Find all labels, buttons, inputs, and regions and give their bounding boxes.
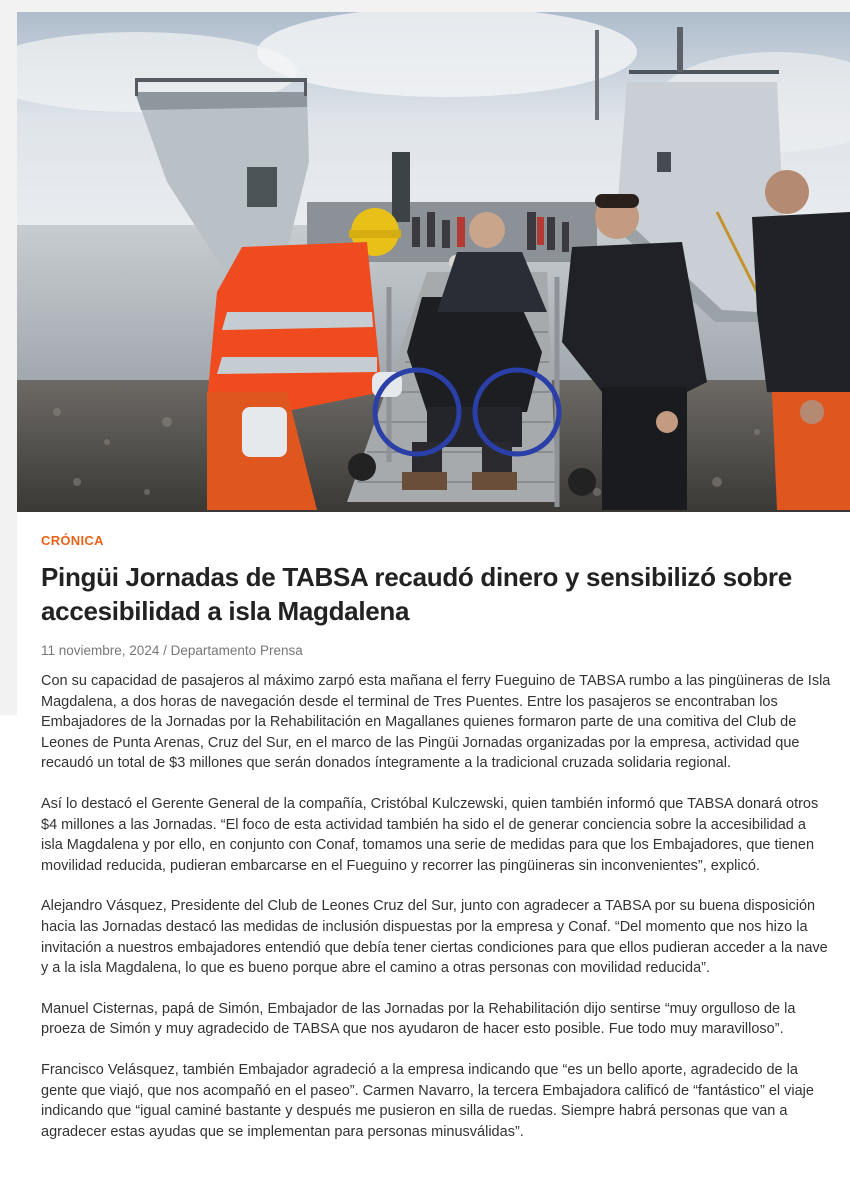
hero-photo	[17, 12, 850, 512]
article-body	[41, 671, 831, 1142]
ferry-boarding-illustration	[17, 12, 850, 512]
article-paragraph: Francisco Velásquez, también Embajador agradeció a la empresa indicando que “es un bello aporte, agradecido de la gente que viajó, que nos acompañó en el paseo”. Carmen Navarro, la tercera Embajadora calificó de “fantástico” el viaje indicando que “igual caminé bastante y después me pusieron en silla de ruedas. Siempre habrá personas que van a agradecer estas ayudas que se implementan para personas minusválidas”.	[41, 1061, 814, 1140]
article-meta	[41, 641, 831, 661]
article-paragraph: Así lo destacó el Gerente General de la compañía, Cristóbal Kulczewski, quien también informó que TABSA donará otros $4 millones a las Jornadas. “El foco de esta actividad también ha sido el de generar conciencia sobre la accesibilidad a isla Magdalena y por ello, en conjunto con Conaf, tomamos una serie de medidas para que los Embajadores, que tienen movilidad reducida, pudieran embarcarse en el Fueguino y recorrer las pingüineras sin inconvenientes”, explicó.	[41, 795, 819, 874]
article-paragraph: Manuel Cisternas, papá de Simón, Embajador de las Jornadas por la Rehabilitación dijo sentirse “muy orgulloso de la proeza de Simón y muy agradecido de TABSA que nos ayudaron de hacer esto posible. Fue todo muy maravilloso”.	[41, 1000, 796, 1038]
article-paragraph: Con su capacidad de pasajeros al máximo zarpó esta mañana el ferry Fueguino de TABSA rumbo a las pingüineras de Isla Magdalena, a dos horas de navegación desde el terminal de Tres Puentes. Entre los pasajeros se encontraban los Embajadores de la Jornadas por la Rehabilitación en Magallanes quienes formaron parte de una comitiva del Club de Leones de Punta Arenas, Cruz del Sur, en el marco de las Pingüi Jornadas organizadas por la empresa, actividad que recaudó un total de $3 millones que serán donados íntegramente a la tradicional cruzada solidaria regional.	[41, 673, 831, 772]
article	[41, 530, 831, 1162]
meta-separator: /	[163, 643, 167, 658]
author-link[interactable]: Departamento Prensa	[170, 643, 303, 658]
article-paragraph: Alejandro Vásquez, Presidente del Club de Leones Cruz del Sur, junto con agradecer a TABSA por su buena disposición hacia las Jornadas destacó las medidas de inclusión dispuestas por la empresa y Conaf. “Del momento que nos hizo la invitación a nuestros embajadores entendió que debía tener ciertas condiciones para que ellos pudieran acceder a la nave y a la isla Magdalena, lo que es bueno porque abre el camino a otras personas con movilidad reducida”.	[41, 898, 828, 977]
page-background-top	[0, 0, 850, 12]
article-title: Pingüi Jornadas de TABSA recaudó dinero y sensibilizó sobre accesibilidad a isla Magdalena	[41, 562, 792, 626]
page-background-left	[0, 0, 17, 715]
publish-date: 11 noviembre, 2024	[41, 643, 160, 658]
category-label[interactable]: CRÓNICA	[41, 533, 104, 548]
